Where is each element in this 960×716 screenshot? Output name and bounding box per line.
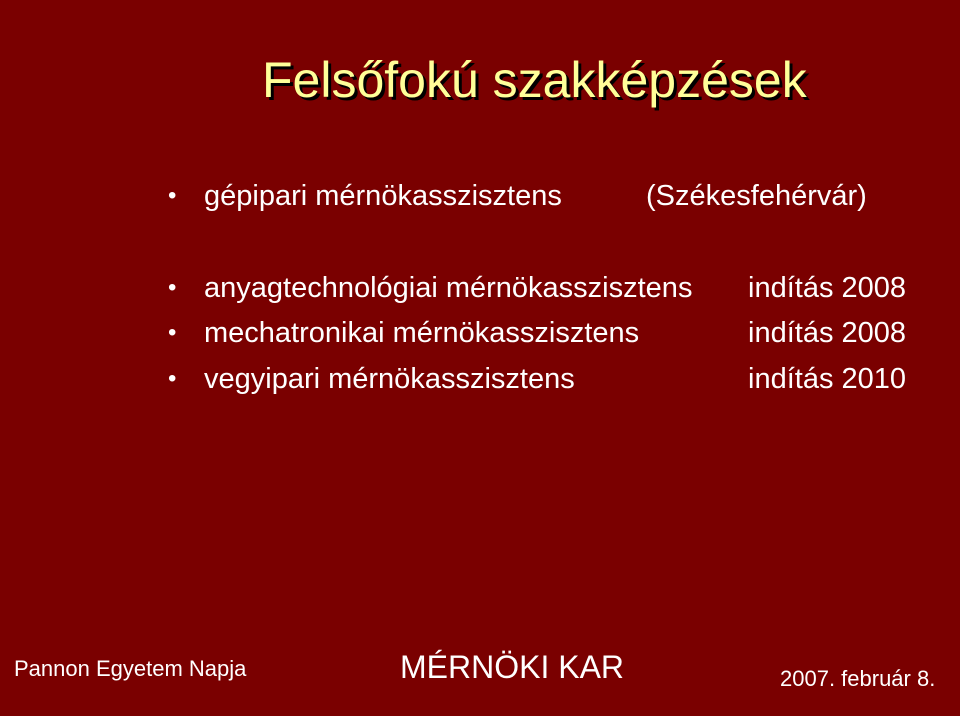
bullet-item-note: indítás 2010 — [748, 363, 907, 395]
footer-date: 2007. február 8. — [780, 666, 936, 691]
bullet-item-name: gépipari mérnökasszisztens — [204, 180, 562, 212]
bullet-item-mechatronikai — [168, 313, 928, 353]
footer-event-name: Pannon Egyetem Napja — [14, 656, 247, 681]
bullet-icon: • — [168, 319, 177, 346]
bullet-item-gepipari — [168, 176, 928, 216]
bullet-item-vegyipari — [168, 359, 928, 399]
bullet-icon: • — [168, 274, 177, 301]
bullet-item-name: anyagtechnológiai mérnökasszisztens — [204, 272, 693, 304]
bullet-icon: • — [168, 365, 177, 392]
bullet-item-note: indítás 2008 — [748, 317, 907, 349]
bullet-item-name: mechatronikai mérnökasszisztens — [204, 317, 640, 349]
bullet-icon: • — [168, 182, 177, 209]
bullet-item-note: indítás 2008 — [748, 272, 907, 304]
bullet-item-anyagtechnologiai — [168, 268, 928, 308]
bullet-item-note: (Székesfehérvár) — [646, 180, 867, 212]
bullet-item-name: vegyipari mérnökasszisztens — [204, 363, 575, 395]
footer-faculty-name: MÉRNÖKI KAR — [400, 649, 625, 685]
slide-title: Felsőfokú szakképzések — [262, 52, 807, 108]
